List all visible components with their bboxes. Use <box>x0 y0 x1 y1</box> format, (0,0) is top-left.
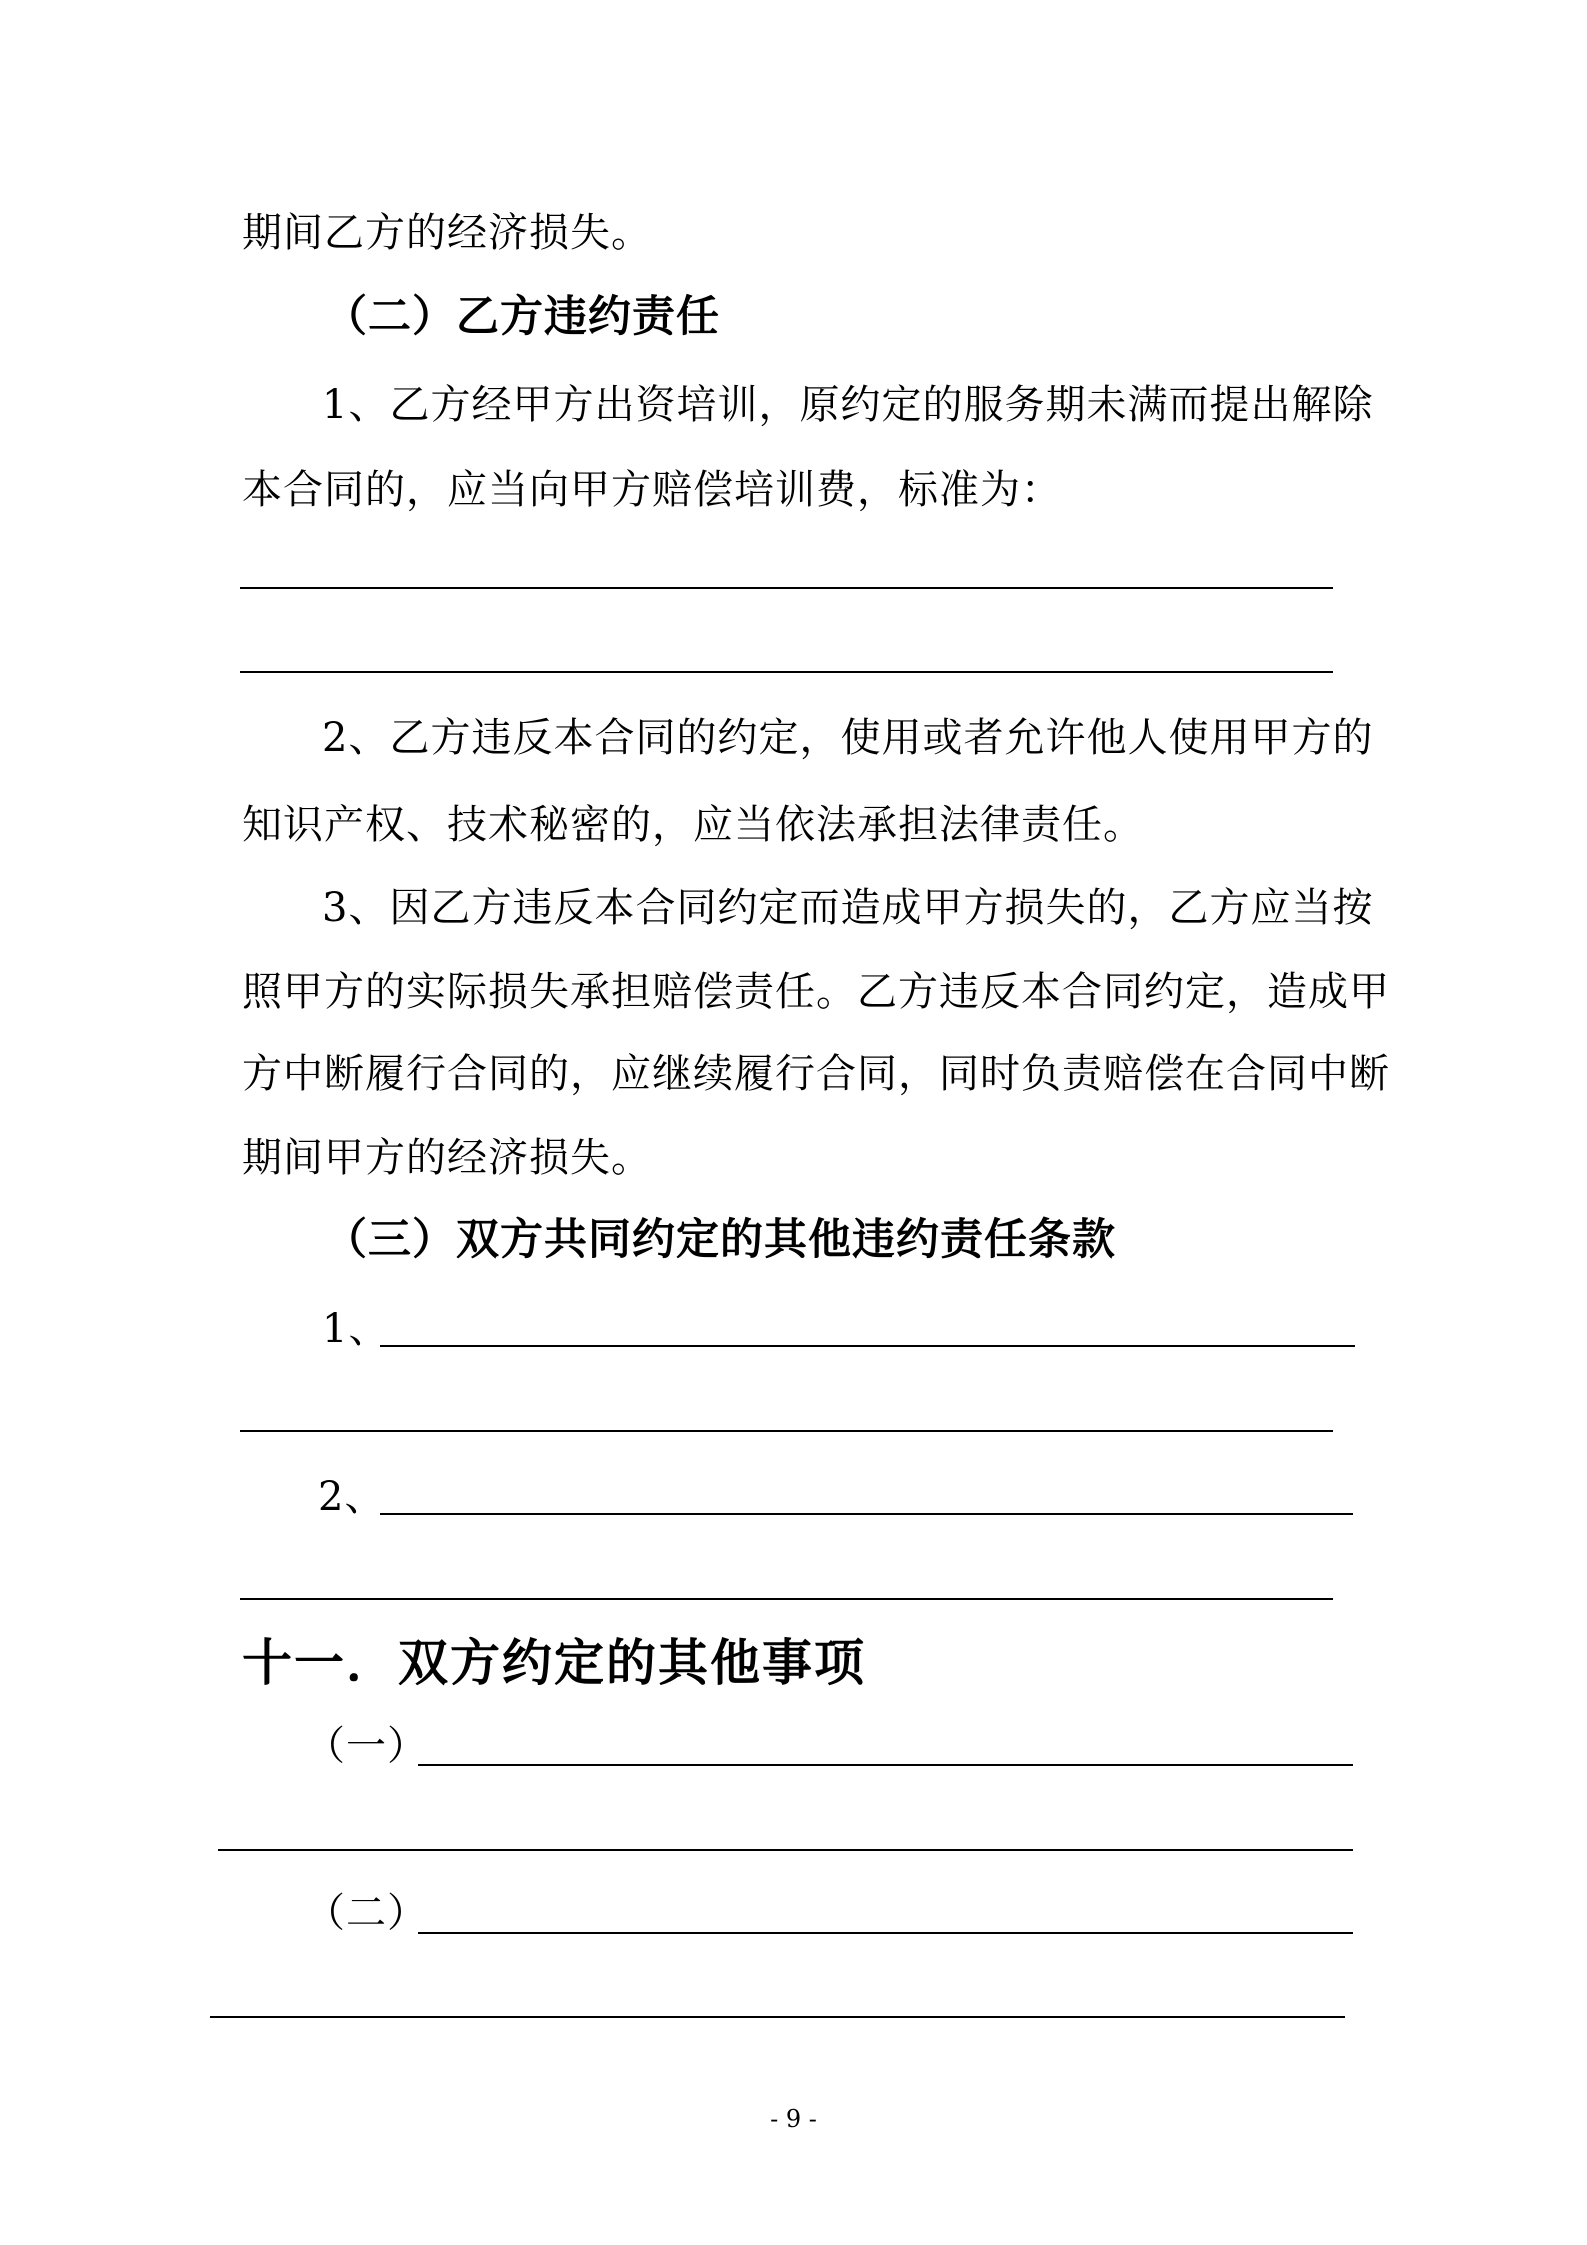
item-label: （二） <box>305 1890 428 1936</box>
text-line: 本合同的，应当向甲方赔偿培训费，标准为： <box>242 467 1062 513</box>
text-line: 2、乙方违反本合同的约定，使用或者允许他人使用甲方的 <box>322 715 1374 761</box>
blank-line <box>240 1598 1333 1600</box>
blank-line <box>380 1513 1353 1515</box>
text-line: 3、因乙方违反本合同约定而造成甲方损失的，乙方应当按 <box>322 885 1374 931</box>
blank-line <box>418 1764 1353 1766</box>
item-label: 1、 <box>322 1306 390 1352</box>
blank-line <box>240 671 1333 673</box>
item-label: （一） <box>305 1723 428 1769</box>
blank-line <box>418 1932 1353 1934</box>
text-line: 方中断履行合同的，应继续履行合同，同时负责赔偿在合同中断 <box>242 1051 1390 1097</box>
chapter-heading: 十一．双方约定的其他事项 <box>242 1634 866 1692</box>
blank-line <box>380 1345 1355 1347</box>
page-number: - 9 - <box>770 2105 817 2133</box>
item-label: 2、 <box>318 1474 386 1520</box>
text-line: 期间甲方的经济损失。 <box>242 1135 652 1181</box>
text-line: 照甲方的实际损失承担赔偿责任。乙方违反本合同约定，造成甲 <box>242 969 1390 1015</box>
text-line: 期间乙方的经济损失。 <box>242 210 652 256</box>
blank-line <box>240 587 1333 589</box>
blank-line <box>218 1849 1353 1851</box>
blank-line <box>210 2016 1345 2018</box>
text-line: 1、乙方经甲方出资培训，原约定的服务期未满而提出解除 <box>322 382 1374 428</box>
text-line: 知识产权、技术秘密的，应当依法承担法律责任。 <box>242 802 1144 848</box>
section-heading: （三）双方共同约定的其他违约责任条款 <box>324 1215 1116 1265</box>
blank-line <box>240 1430 1333 1432</box>
section-heading: （二）乙方违约责任 <box>324 292 720 342</box>
